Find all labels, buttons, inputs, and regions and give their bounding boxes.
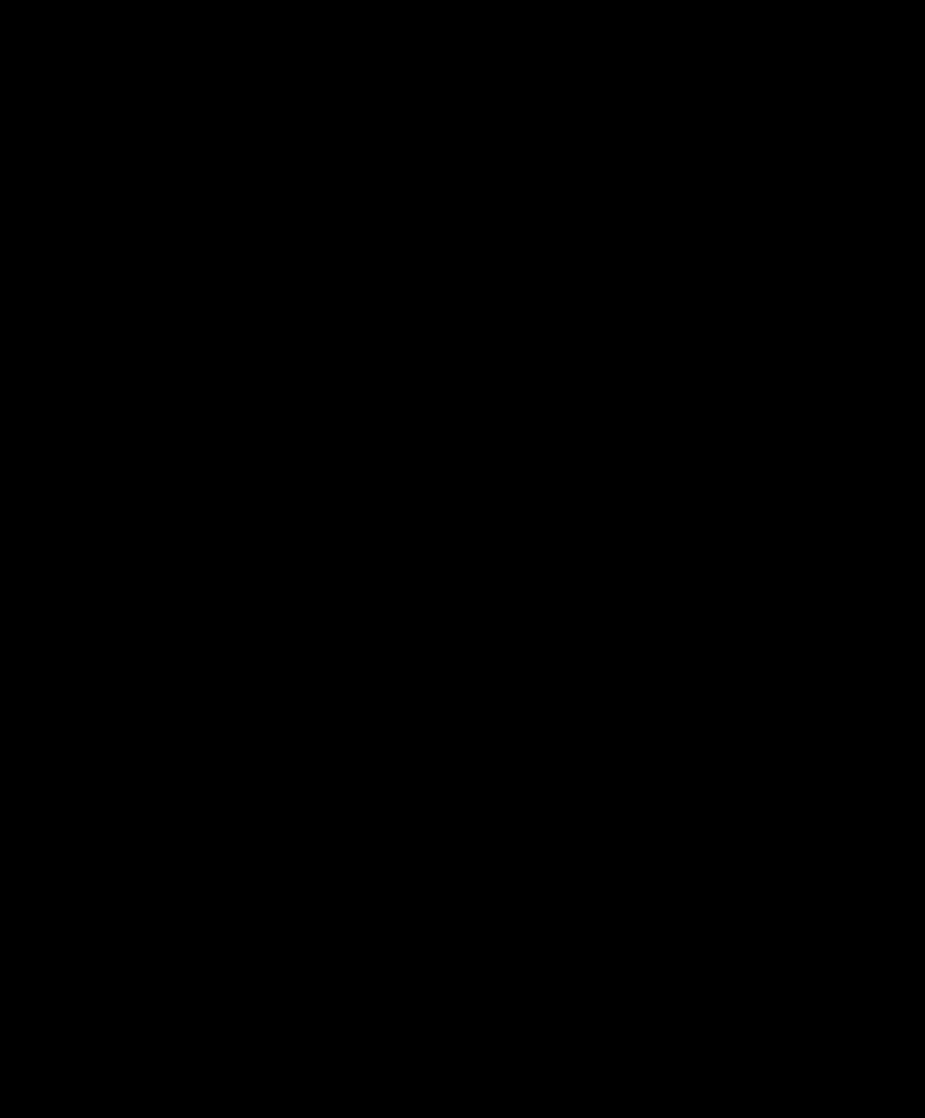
cell-process — [539, 648, 925, 848]
table-row — [1, 984, 925, 1118]
cell-license-name — [97, 648, 200, 848]
process-step: 1、准备申请表； — [545, 883, 919, 900]
cell-regulator — [200, 648, 309, 848]
table-row — [1, 137, 925, 648]
cell-license-name — [97, 1, 200, 137]
process-step: 2、根据立法要求收集和审查文件； — [545, 899, 919, 916]
process-list — [539, 862, 925, 969]
table-row — [1, 1, 925, 137]
cell-process — [539, 848, 925, 984]
cell-regulator: 直布罗陀金融服务委员会(GFSC) — [200, 848, 309, 984]
table-row — [1, 848, 925, 984]
cell-description — [309, 1, 539, 137]
cell-region — [1, 137, 97, 648]
cell-regulator — [200, 984, 309, 1118]
cell-process — [539, 984, 925, 1118]
process-title: 监管牌照注册流程： — [545, 866, 919, 883]
cell-description — [309, 648, 539, 848]
table-row — [1, 648, 925, 848]
cell-region — [1, 648, 97, 848]
cell-description: 加密货币的买卖可能要遵守反洗钱法规。因此，必须注意《反洗钱和防止恐怖主义融资法》（《洗钱法》）第70（1）4和5条以及第71条，根据该条，金融情报部门应申请提供虚拟货币兑换服务和虚拟货币钱包服务的许可证。 — [309, 137, 539, 648]
cell-process — [539, 1, 925, 137]
cell-description — [309, 984, 539, 1118]
cell-region — [1, 984, 97, 1118]
cell-description: GFSC于2017年1月宣布了DLT监管框架，强制区块链公司必须申请许可证。创建新的许可证颁发规则的计划于2017年12月首次披露。 — [309, 848, 539, 984]
process-step: 3、注册公司； — [545, 916, 919, 933]
process-step: 4、银行账户申请； — [545, 932, 919, 949]
cell-regulator — [200, 137, 309, 648]
cell-license-name — [97, 984, 200, 1118]
cell-process — [539, 137, 925, 648]
cell-region — [1, 1, 97, 137]
cell-region: 直布罗陀 — [1, 848, 97, 984]
cell-regulator — [200, 1, 309, 137]
process-step: 5、与监管机构的牌照申请。 — [545, 949, 919, 966]
cell-license-name: 钱包牌照 — [97, 137, 200, 648]
cell-license-name: DLT区块链数字货币牌照 — [97, 848, 200, 984]
